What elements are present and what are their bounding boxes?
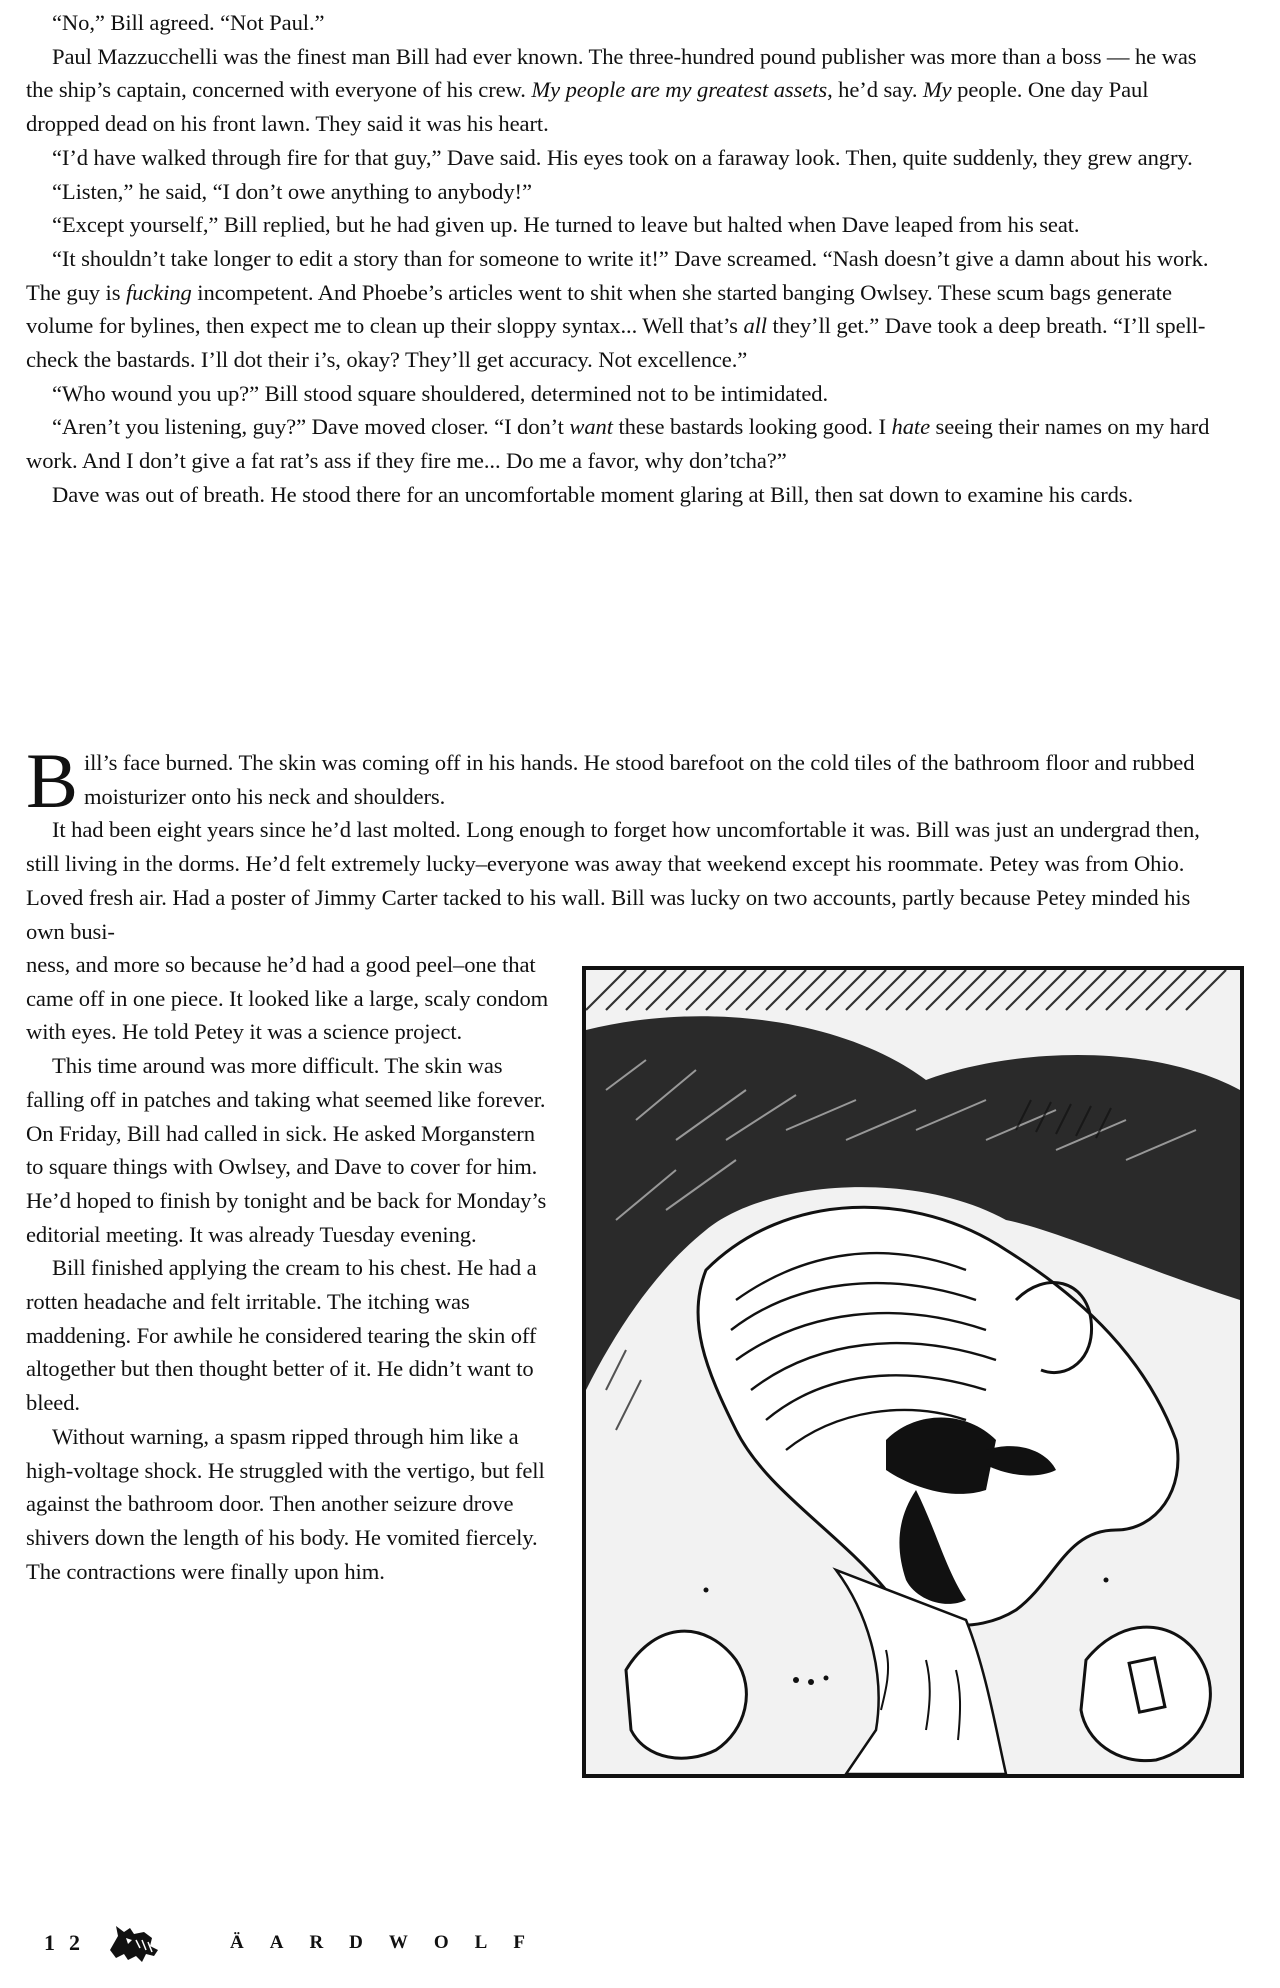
text-column-left — [26, 948, 556, 1588]
page-footer — [44, 1920, 644, 1964]
wolf-logo-icon — [106, 1920, 164, 1964]
magazine-title: ÄARDWOLF — [230, 1932, 551, 1953]
paragraph: This time around was more difficult. The skin was falling off in patches and taking what seemed like forever. On Friday, Bill had called in sick. He asked Morganstern to square things with Owlsey, and Dave to cover for him. He’d hoped to finish by tonight and be back for Monday’s editorial meeting. It was already Tuesday evening. — [26, 1053, 547, 1247]
paragraph: ness, and more so because he’d had a good peel–one that came off in one piece. It looked like a large, scaly condom with eyes. He told Petey it was a science project. — [26, 952, 549, 1045]
paragraph: “I’d have walked through fire for that guy,” Dave said. His eyes took on a faraway look. Then, quite suddenly, they grew angry. — [52, 144, 1193, 170]
paragraph: Bill finished applying the cream to his chest. He had a rotten headache and felt irritable. The itching was maddening. For awhile he considered tearing the skin off altogether but then thought better of it. He didn’t want to bleed. — [26, 1255, 537, 1416]
paragraph: “Aren’t you listening, guy?” Dave moved closer. “I don’t want these bastards looking good. I hate seeing their names on my hard work. And I don’t give a fat rat’s ass if they fire me... Do me a favor, why don’tcha?” — [26, 414, 1210, 474]
story-section-molting — [26, 737, 1226, 948]
paragraph: Bill’s face burned. The skin was coming off in his hands. He stood barefoot on the cold tiles of the bathroom floor and rubbed moisturizer onto his neck and shoulders. — [26, 737, 1195, 824]
paragraph: “No,” Bill agreed. “Not Paul.” — [52, 10, 325, 35]
paragraph: Without warning, a spasm ripped through him like a high-voltage shock. He struggled with the vertigo, but fell against the bathroom door. Then another seizure drove shivers down the length of his body. He vomited fiercely. The contractions were finally upon him. — [26, 1423, 545, 1584]
page-number: 12 — [44, 1930, 94, 1955]
paragraph: “Who wound you up?” Bill stood square shouldered, determined not to be intimidated. — [52, 380, 829, 406]
paragraph: It had been eight years since he’d last molted. Long enough to forget how uncomfortable it was. Bill was just an undergrad then, still living in the dorms. He’d felt extremely lucky–everyone was away that weekend except his roommate. Petey was from Ohio. Loved fresh air. Had a poster of Jimmy Carter tacked to his wall. Bill was lucky on two accounts, partly because Petey minded his own busi- — [26, 817, 1200, 944]
paragraph: “Except yourself,” Bill replied, but he had given up. He turned to leave but halted when Dave leaped from his seat. — [52, 212, 1080, 238]
paragraph: “Listen,” he said, “I don’t owe anything to anybody!” — [52, 178, 532, 204]
paragraph: Paul Mazzucchelli was the finest man Bill had ever known. The three-hundred pound publisher was more than a boss — he was the ship’s captain, concerned with everyone of his crew. My people are my greatest assets, he’d say. My people. One day Paul dropped dead on his front lawn. They said it was his heart. — [26, 43, 1197, 137]
illustration-man-vomiting — [582, 966, 1244, 1778]
paragraph: Dave was out of breath. He stood there for an uncomfortable moment glaring at Bill, then sat down to examine his cards. — [52, 481, 1134, 507]
story-section-dialogue — [26, 6, 1226, 512]
drop-cap: B — [26, 737, 78, 824]
paragraph: “It shouldn’t take longer to edit a story than for someone to write it!” Dave screamed. “Nash doesn’t give a damn about his work. The guy is fucking incompetent. And Phoebe’s articles went to shit when she started banging Owlsey. These scum bags generate volume for bylines, then expect me to clean up their sloppy syntax... Well that’s all they’ll get.” Dave took a deep breath. “I’ll spell-check the bastards. I’ll dot their i’s, okay? They’ll get accuracy. Not excellence.” — [26, 245, 1209, 373]
illustration-drawing — [586, 970, 1240, 1774]
